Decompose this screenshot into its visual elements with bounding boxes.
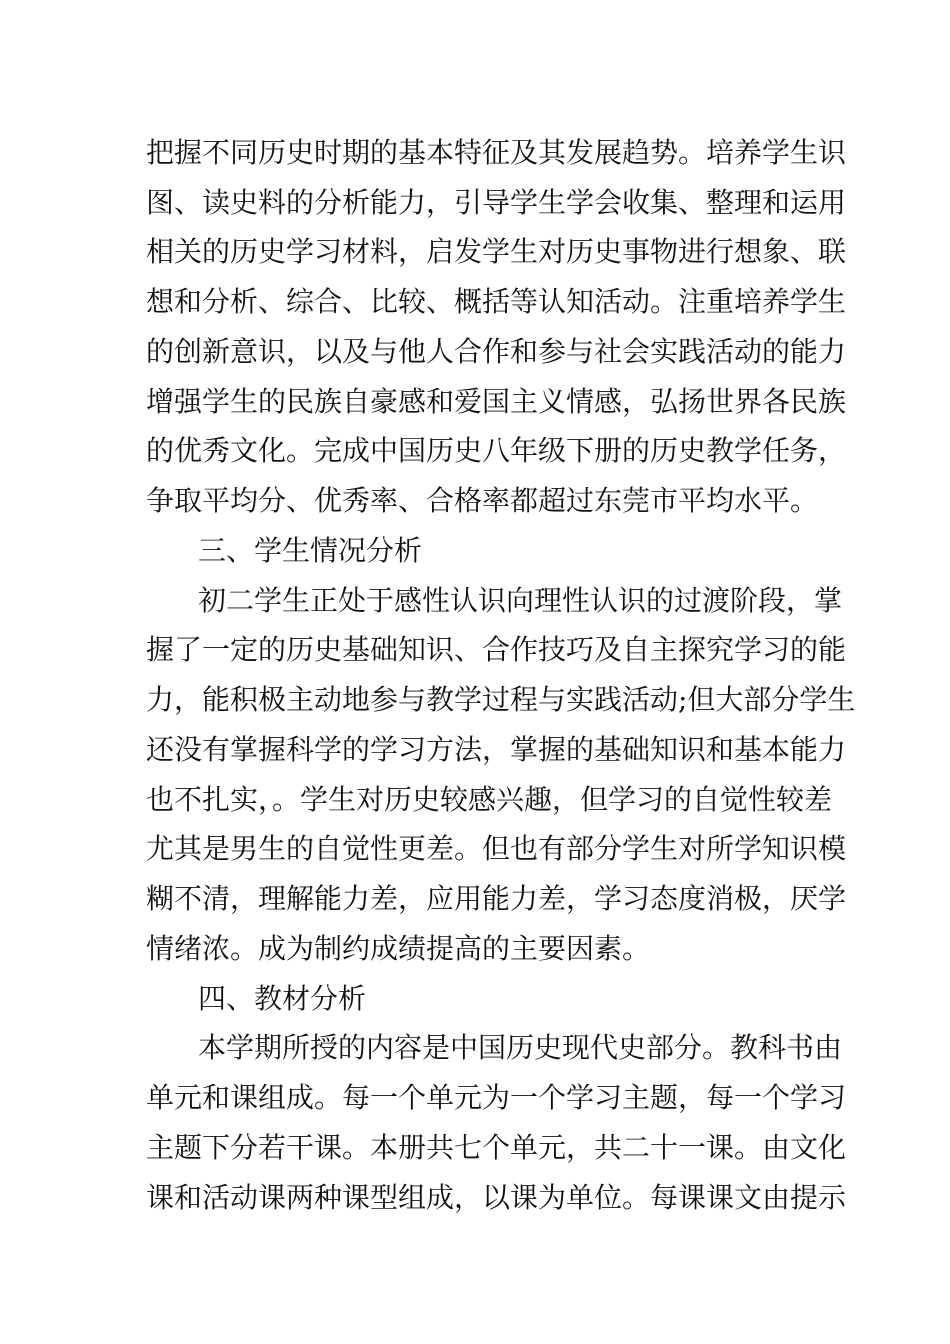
paragraph-line: 图、读史料的分析能力，引导学生学会收集、整理和运用: [146, 186, 847, 219]
paragraph-line: 想和分析、综合、比较、概括等认知活动。注重培养学生: [146, 285, 847, 318]
paragraph-line: 糊不清，理解能力差，应用能力差，学习态度消极，厌学: [146, 882, 847, 915]
paragraph-line: 单元和课组成。每一个单元为一个学习主题，每一个学习: [146, 1081, 847, 1114]
paragraph-line: 尤其是男生的自觉性更差。但也有部分学生对所学知识模: [146, 832, 847, 865]
paragraph-line: 握了一定的历史基础知识、合作技巧及自主探究学习的能: [146, 633, 847, 666]
paragraph-line: 还没有掌握科学的学习方法，掌握的基础知识和基本能力: [146, 733, 847, 766]
paragraph-line: 情绪浓。成为制约成绩提高的主要因素。: [146, 932, 651, 965]
paragraph-line: 增强学生的民族自豪感和爱国主义情感，弘扬世界各民族: [146, 385, 847, 418]
paragraph-line: 也不扎实，。学生对历史较感兴趣，但学习的自觉性较差: [146, 783, 833, 816]
paragraph-line: 争取平均分、优秀率、合格率都超过东莞市平均水平。: [146, 484, 819, 517]
paragraph-line: 力，能积极主动地参与教学过程与实践活动;但大部分学生: [146, 683, 856, 716]
paragraph-line: 相关的历史学习材料，启发学生对历史事物进行想象、联: [146, 235, 847, 268]
paragraph-line: 课和活动课两种课型组成，以课为单位。每课课文由提示: [146, 1181, 847, 1214]
paragraph-line: 主题下分若干课。本册共七个单元，共二十一课。由文化: [146, 1131, 847, 1164]
paragraph-line: 的优秀文化。完成中国历史八年级下册的历史教学任务，: [146, 434, 847, 467]
paragraph-line: 的创新意识，以及与他人合作和参与社会实践活动的能力: [146, 335, 847, 368]
section-heading: 三、学生情况分析: [198, 534, 423, 567]
paragraph-line: 把握不同历史时期的基本特征及其发展趋势。培养学生识: [146, 136, 847, 169]
section-heading: 四、教材分析: [198, 982, 367, 1015]
paragraph-line: 初二学生正处于感性认识向理性认识的过渡阶段，掌: [198, 584, 843, 617]
paragraph-line: 本学期所授的内容是中国历史现代史部分。教科书由: [198, 1031, 843, 1064]
